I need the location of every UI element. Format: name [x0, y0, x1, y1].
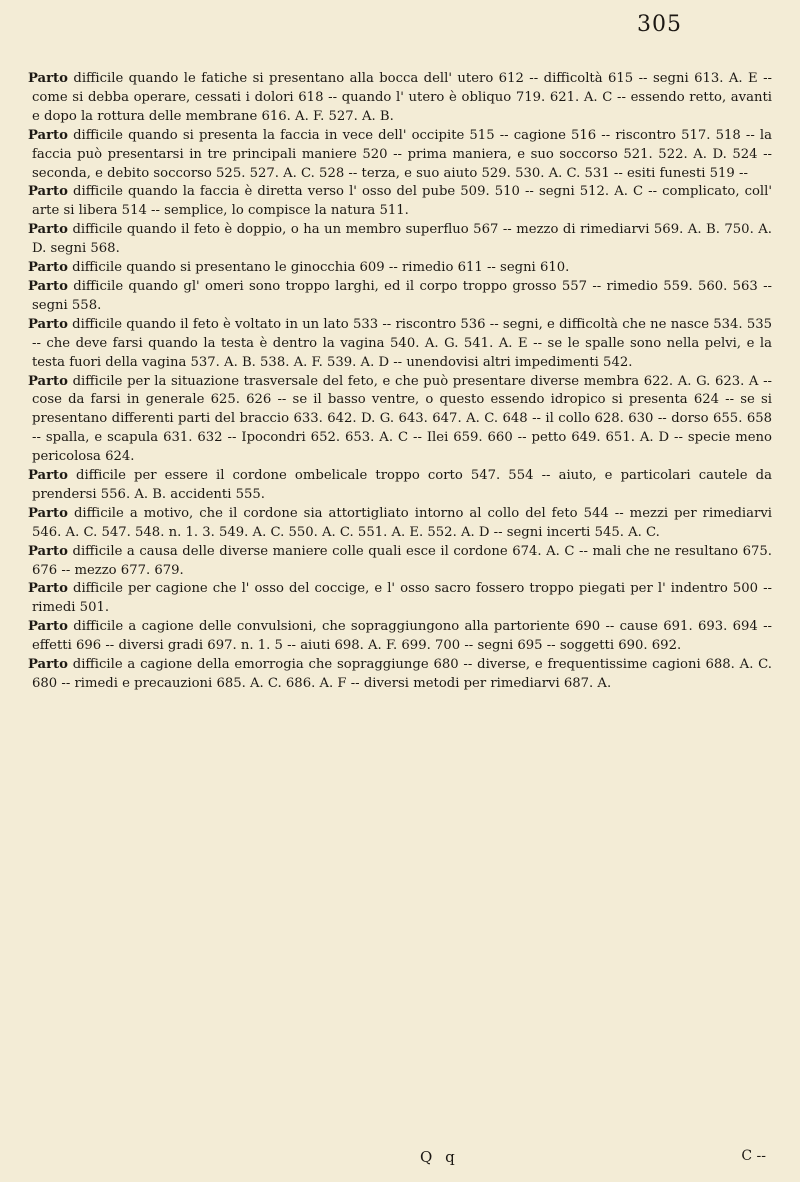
entry-text: difficile per essere il cordone ombelicale troppo corto 547. 554 -- aiuto, e particolari cautele da prendersi 556. A. B. accidenti 555. [32, 468, 772, 502]
index-entry [28, 221, 772, 259]
entry-head: Parto [28, 316, 68, 332]
index-entries [28, 70, 772, 694]
index-entry [28, 543, 772, 581]
index-entry [28, 505, 772, 543]
entry-text: difficile quando si presentano le ginocchia 609 -- rimedio 611 -- segni 610. [67, 260, 570, 276]
entry-text: difficile quando gl' omeri sono troppo larghi, ed il corpo troppo grosso 557 -- rimedio 559. 560. 563 -- segni 558. [32, 278, 772, 313]
entry-text: difficile per cagione che l' osso del coccige, e l' osso sacro fossero troppo piegati per l' indentro 500 -- rimedi 501. [32, 581, 772, 616]
index-entry [28, 70, 772, 127]
entry-head: Parto [28, 278, 68, 294]
index-entry [28, 580, 772, 618]
index-entry [28, 127, 772, 184]
entry-head: Parto [28, 373, 68, 389]
entry-head: Parto [28, 657, 68, 673]
index-entry [28, 656, 772, 694]
entry-head: Parto [28, 260, 68, 276]
entry-head: Parto [28, 71, 68, 86]
entry-head: Parto [28, 127, 68, 143]
entry-text: difficile per la situazione trasversale del feto, e che può presentare diverse membra 622. A. G. 623. A -- cose da farsi in generale 625. 626 -- se il basso ventre, o questo essendo idropico si presenta 624 -- se si presentano differenti parti del braccio 633. 642. D. G. 643. 647. A. C. 648 -- il collo 628. 630 -- dorso 655. 658 -- spalla, e scapula 631. 632 -- Ipocondri 652. 653. A. C -- Ilei 659. 660 -- petto 649. 651. A. D -- specie meno pericolosa 624. [32, 373, 772, 465]
entry-text: difficile quando il feto è doppio, o ha un membro superfluo 567 -- mezzo di rimediarvi 569. A. B. 750. A. D. segni 568. [32, 222, 772, 257]
entry-text: difficile a motivo, che il cordone sia attortigliato intorno al collo del feto 544 -- mezzi per rimediarvi 546. A. C. 547. 548. n. 1. 3. 549. A. C. 550. A. C. 551. A. E. 552. A. D -- segni incerti 545. A. C. [32, 505, 772, 540]
index-entry [28, 316, 772, 373]
entry-head: Parto [28, 222, 68, 238]
entry-head: Parto [28, 468, 68, 484]
entry-text: difficile a cagione delle convulsioni, che sopraggiungono alla partoriente 690 -- cause 691. 693. 694 -- effetti 696 -- diversi gradi 697. n. 1. 5 -- aiuti 698. A. F. 699. 700 -- segni 695 -- soggetti 690. 692. [32, 619, 772, 654]
entry-text: difficile quando la faccia è diretta verso l' osso del pube 509. 510 -- segni 512. A. C -- complicato, coll' arte si libera 514 -- semplice, lo compisce la natura 511. [32, 184, 772, 219]
entry-text: difficile a causa delle diverse maniere colle quali esce il cordone 674. A. C -- mali che ne resultano 675. 676 -- mezzo 677. 679. [32, 543, 772, 578]
entry-head: Parto [28, 581, 68, 597]
catchword: C -- [741, 1148, 766, 1164]
entry-head: Parto [28, 505, 68, 521]
entry-text: difficile quando si presenta la faccia in vece dell' occipite 515 -- cagione 516 -- riscontro 517. 518 -- la faccia può presentarsi in tre principali maniere 520 -- prima maniera, e suo soccorso 521. 522. A. D. 524 -- seconda, e debito soccorso 525. 527. A. C. 528 -- terza, e suo aiuto 529. 530. A. C. 531 -- esiti funesti 519 -- [32, 127, 772, 181]
entry-head: Parto [28, 543, 68, 559]
page-number: 305 [637, 12, 682, 37]
entry-head: Parto [28, 619, 68, 635]
index-entry [28, 183, 772, 221]
book-page [28, 12, 772, 1172]
index-entry [28, 278, 772, 316]
index-entry [28, 259, 772, 278]
entry-text: difficile quando le fatiche si presentano alla bocca dell' utero 612 -- difficoltà 615 -- segni 613. A. E -- come si debba operare, cessati i dolori 618 -- quando l' utero è obliquo 719. 621. A. C -- essendo retto, avanti e dopo la rottura delle membrane 616. A. F. 527. A. B. [32, 71, 772, 124]
index-entry [28, 373, 772, 468]
entry-text: difficile quando il feto è voltato in un lato 533 -- riscontro 536 -- segni, e difficoltà che ne nasce 534. 535 -- che deve farsi quando la testa è dentro la vagina 540. A. G. 541. A. E -- se le spalle sono nella pelvi, e la testa fuori della vagina 537. A. B. 538. A. F. 539. A. D -- unendovisi altri impedimenti 542. [32, 316, 772, 370]
entry-text: difficile a cagione della emorrogia che sopraggiunge 680 -- diverse, e frequentissime cagioni 688. A. C. 680 -- rimedi e precauzioni 685. A. C. 686. A. F -- diversi metodi per rimediarvi 687. A. [32, 657, 772, 691]
index-entry [28, 618, 772, 656]
signature-mark: Q q [420, 1148, 459, 1166]
entry-head: Parto [28, 184, 68, 200]
index-entry [28, 467, 772, 505]
